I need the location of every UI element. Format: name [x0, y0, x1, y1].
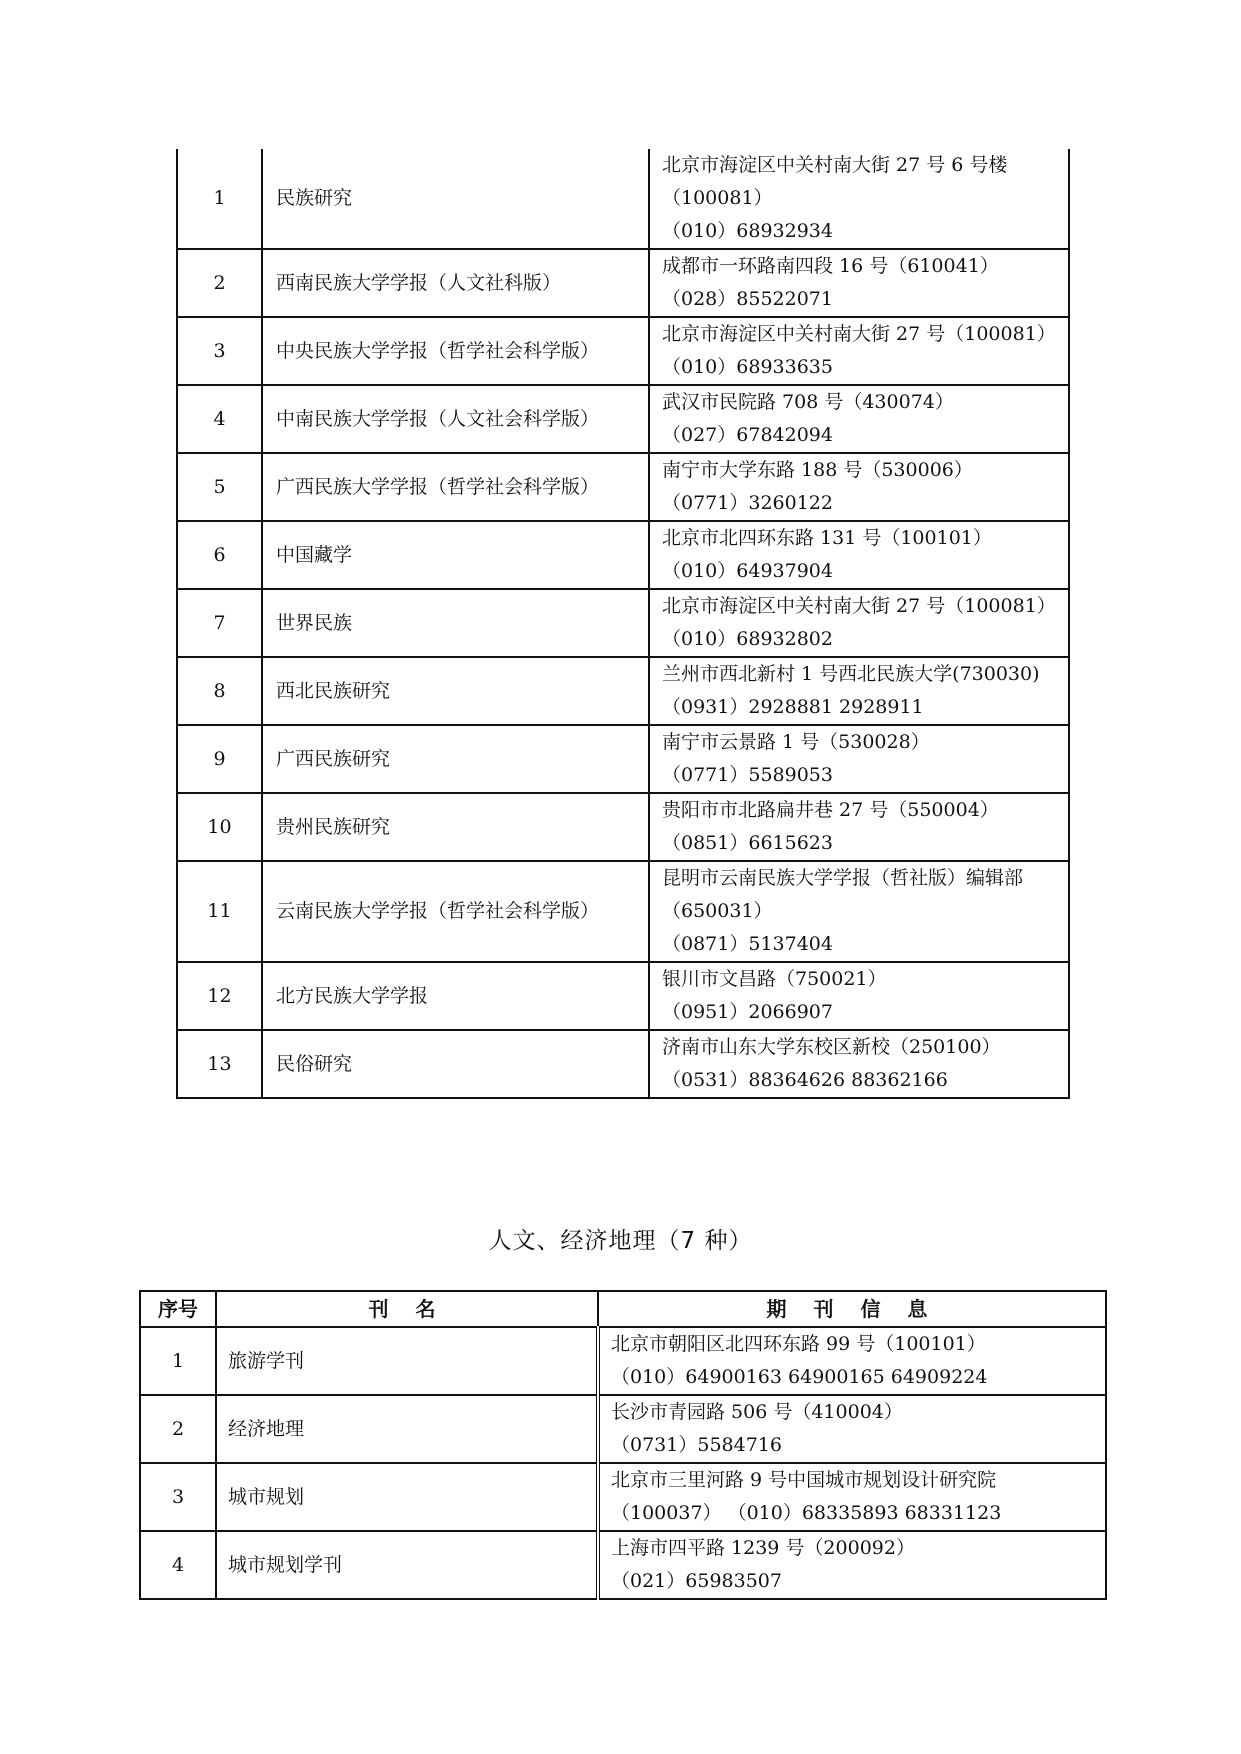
row-number: 8: [177, 657, 262, 725]
journal-contact-line: （010）64900163 64900165 64909224: [611, 1366, 988, 1388]
journal-name: 城市规划: [216, 1463, 598, 1531]
section-title: 人文、经济地理（7 种）: [488, 1228, 753, 1254]
journal-address: 北京市三里河路 9 号中国城市规划设计研究院: [611, 1469, 997, 1491]
journal-info: [649, 521, 1069, 589]
journal-contact-line: （0731）5584716: [611, 1434, 782, 1456]
journal-info: [649, 1030, 1069, 1098]
journal-contact-line: （010）64937904: [662, 560, 833, 582]
journal-address: 上海市四平路 1239 号（200092）: [611, 1537, 915, 1559]
table-row: [177, 725, 1069, 793]
ethnic-journals-body: [177, 149, 1069, 1098]
table-row: [177, 861, 1069, 962]
journal-contact-line: （0771）3260122: [662, 492, 833, 514]
journal-info: [598, 1531, 1106, 1599]
row-number: 3: [177, 317, 262, 385]
table-row: [140, 1327, 1106, 1395]
table-row: [177, 962, 1069, 1030]
journal-contact-line: （028）85522071: [662, 288, 833, 310]
journal-name: 广西民族研究: [262, 725, 649, 793]
journal-address: 武汉市民院路 708 号（430074）: [662, 391, 954, 413]
journal-address: 南宁市云景路 1 号（530028）: [662, 731, 930, 753]
journal-contact-line: （100081）: [662, 187, 773, 209]
journal-contact-line: （650031）: [662, 900, 773, 922]
journal-info: [649, 861, 1069, 962]
journal-contact-line: （0531）88364626 88362166: [662, 1069, 948, 1091]
table-row: [177, 385, 1069, 453]
table-row: [177, 149, 1069, 249]
journal-address: 北京市朝阳区北四环东路 99 号（100101）: [611, 1333, 986, 1355]
journal-name: 广西民族大学学报（哲学社会科学版）: [262, 453, 649, 521]
header-serial-number: 序号: [140, 1291, 216, 1327]
journal-name: 旅游学刊: [216, 1327, 598, 1395]
ethnic-journals-table: [176, 149, 1070, 1099]
journal-contact-line: （0771）5589053: [662, 764, 833, 786]
table-row: [177, 657, 1069, 725]
journal-contact-line: （0931）2928881 2928911: [662, 696, 924, 718]
journal-name: 中国藏学: [262, 521, 649, 589]
journal-info: [649, 962, 1069, 1030]
journal-name: 民俗研究: [262, 1030, 649, 1098]
journal-info: [598, 1327, 1106, 1395]
row-number: 4: [177, 385, 262, 453]
row-number: 11: [177, 861, 262, 962]
journal-name: 民族研究: [262, 149, 649, 249]
journal-info: [649, 725, 1069, 793]
geography-table-header: [140, 1291, 1106, 1327]
journal-address: 成都市一环路南四段 16 号（610041）: [662, 255, 999, 277]
journal-address: 南宁市大学东路 188 号（530006）: [662, 459, 973, 481]
journal-info: [649, 589, 1069, 657]
row-number: 9: [177, 725, 262, 793]
table-row: [140, 1531, 1106, 1599]
geography-journals-body: [140, 1327, 1106, 1599]
row-number: 1: [177, 149, 262, 249]
row-number: 6: [177, 521, 262, 589]
journal-name: 云南民族大学学报（哲学社会科学版）: [262, 861, 649, 962]
row-number: 12: [177, 962, 262, 1030]
table-row: [177, 317, 1069, 385]
journal-address: 济南市山东大学东校区新校（250100）: [662, 1036, 1001, 1058]
table-row: [140, 1395, 1106, 1463]
table-row: [140, 1463, 1106, 1531]
row-number: 4: [140, 1531, 216, 1599]
journal-contact-line: （0951）2066907: [662, 1001, 833, 1023]
table-row: [177, 521, 1069, 589]
journal-contact-line: （0851）6615623: [662, 832, 833, 854]
table-row: [177, 249, 1069, 317]
journal-name: 西北民族研究: [262, 657, 649, 725]
journal-address: 北京市海淀区中关村南大街 27 号 6 号楼: [662, 154, 1008, 176]
row-number: 2: [140, 1395, 216, 1463]
journal-contact-line: （010）68933635: [662, 356, 833, 378]
row-number: 3: [140, 1463, 216, 1531]
journal-info: [649, 249, 1069, 317]
journal-info: [598, 1395, 1106, 1463]
table-row: [177, 793, 1069, 861]
journal-contact-line: （100037） （010）68335893 68331123: [611, 1502, 1002, 1524]
journal-name: 贵州民族研究: [262, 793, 649, 861]
journal-name: 中南民族大学学报（人文社会科学版）: [262, 385, 649, 453]
row-number: 7: [177, 589, 262, 657]
journal-contact-line: （021）65983507: [611, 1570, 782, 1592]
journal-name: 经济地理: [216, 1395, 598, 1463]
journal-address: 北京市海淀区中关村南大街 27 号（100081）: [662, 595, 1056, 617]
journal-address: 兰州市西北新村 1 号西北民族大学(730030): [662, 663, 1040, 685]
journal-name: 西南民族大学学报（人文社科版）: [262, 249, 649, 317]
journal-address: 贵阳市市北路扁井巷 27 号（550004）: [662, 799, 999, 821]
journal-contact-line: （0871）5137404: [662, 933, 833, 955]
journal-info: [649, 657, 1069, 725]
row-number: 5: [177, 453, 262, 521]
table-row: [177, 589, 1069, 657]
table-row: [177, 453, 1069, 521]
journal-address: 北京市海淀区中关村南大街 27 号（100081）: [662, 323, 1056, 345]
journal-contact-line: （010）68932934: [662, 220, 833, 242]
journal-info: [649, 149, 1069, 249]
geography-journals-table: [139, 1290, 1107, 1600]
journal-info: [598, 1463, 1106, 1531]
row-number: 1: [140, 1327, 216, 1395]
journal-name: 北方民族大学学报: [262, 962, 649, 1030]
header-journal-name: 刊 名: [216, 1291, 598, 1327]
journal-address: 昆明市云南民族大学学报（哲社版）编辑部: [662, 867, 1024, 889]
journal-info: [649, 793, 1069, 861]
row-number: 2: [177, 249, 262, 317]
journal-address: 银川市文昌路（750021）: [662, 968, 887, 990]
journal-name: 世界民族: [262, 589, 649, 657]
journal-name: 城市规划学刊: [216, 1531, 598, 1599]
journal-info: [649, 317, 1069, 385]
journal-info: [649, 385, 1069, 453]
journal-address: 长沙市青园路 506 号（410004）: [611, 1401, 903, 1423]
journal-contact-line: （027）67842094: [662, 424, 833, 446]
table-row: [177, 1030, 1069, 1098]
row-number: 10: [177, 793, 262, 861]
row-number: 13: [177, 1030, 262, 1098]
journal-info: [649, 453, 1069, 521]
header-journal-info: 期 刊 信 息: [598, 1291, 1106, 1327]
journal-contact-line: （010）68932802: [662, 628, 833, 650]
journal-name: 中央民族大学学报（哲学社会科学版）: [262, 317, 649, 385]
journal-address: 北京市北四环东路 131 号（100101）: [662, 527, 992, 549]
